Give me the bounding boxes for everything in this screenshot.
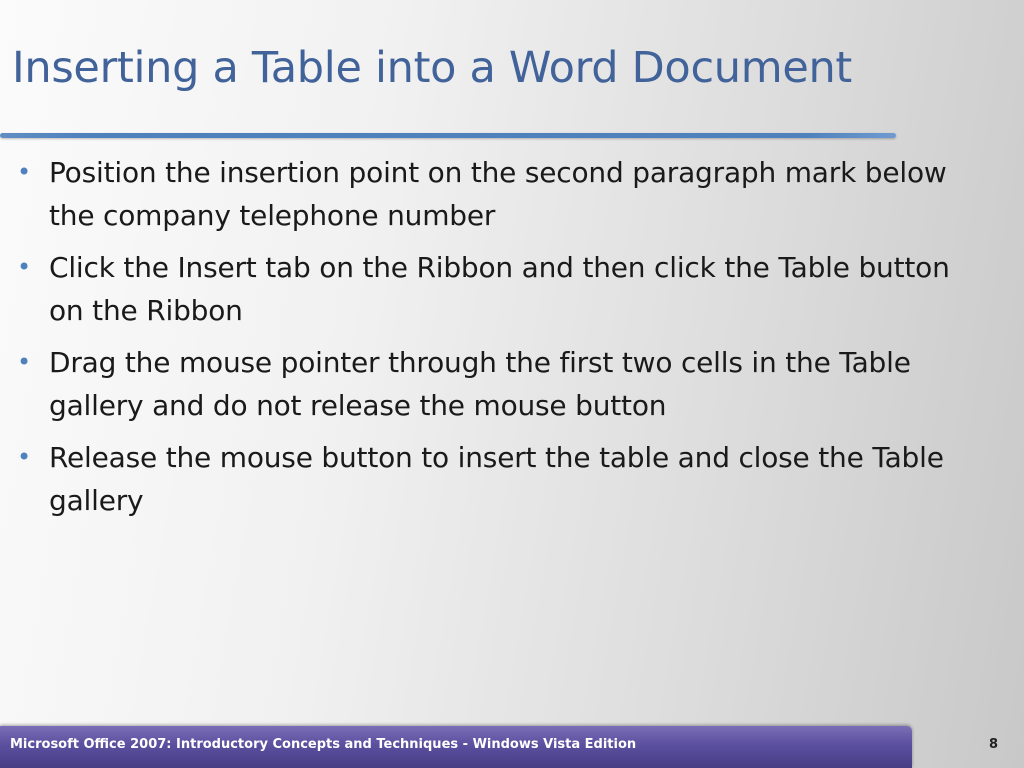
bullet-item	[14, 151, 974, 237]
bullet-list	[14, 151, 974, 531]
bullet-text: Position the insertion point on the second paragraph mark below the company telephone number	[49, 156, 947, 232]
slide-title: Inserting a Table into a Word Document	[12, 43, 852, 93]
slide-page-number: 8	[988, 737, 998, 752]
bullet-dot-icon: •	[17, 348, 31, 376]
bullet-dot-icon: •	[17, 443, 31, 471]
title-underline-rule	[0, 133, 896, 138]
bullet-text: Release the mouse button to insert the table and close the Table gallery	[49, 441, 944, 517]
bullet-text: Click the Insert tab on the Ribbon and then click the Table button on the Ribbon	[49, 251, 950, 327]
bullet-item	[14, 246, 974, 332]
bullet-item	[14, 436, 974, 522]
bullet-text: Drag the mouse pointer through the first two cells in the Table gallery and do not release the mouse button	[49, 346, 911, 422]
bullet-item	[14, 341, 974, 427]
bullet-dot-icon: •	[17, 158, 31, 186]
bullet-dot-icon: •	[17, 253, 31, 281]
footer-course-title: Microsoft Office 2007: Introductory Concepts and Techniques - Windows Vista Edition	[10, 737, 637, 752]
